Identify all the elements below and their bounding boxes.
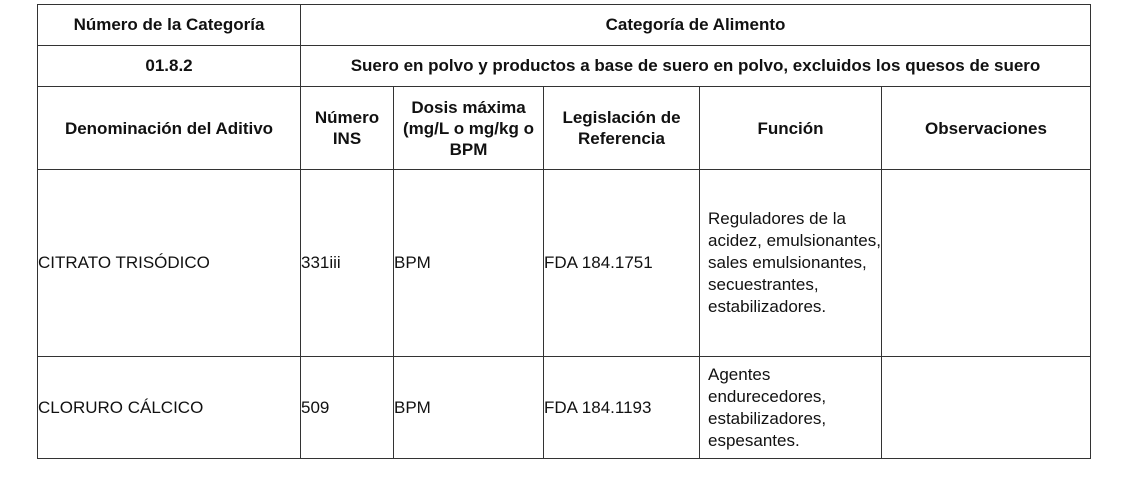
column-header-ins-number: Número INS (301, 87, 394, 170)
column-header-row (38, 87, 1091, 170)
column-header-additive-name: Denominación del Aditivo (38, 87, 301, 170)
food-category-header: Categoría de Alimento (301, 5, 1091, 46)
ins-number-cell: 331iii (301, 170, 394, 357)
table-row (38, 357, 1091, 459)
column-header-max-dose: Dosis máxima (mg/L o mg/kg o BPM (394, 87, 544, 170)
column-header-observations: Observaciones (882, 87, 1091, 170)
table-row (38, 170, 1091, 357)
max-dose-cell: BPM (394, 170, 544, 357)
max-dose-cell: BPM (394, 357, 544, 459)
additive-name-cell: CLORURO CÁLCICO (38, 357, 301, 459)
legislation-cell: FDA 184.1751 (544, 170, 700, 357)
column-header-legislation: Legislación de Referencia (544, 87, 700, 170)
observations-cell (882, 357, 1091, 459)
function-cell: Reguladores de la acidez, emulsionantes, sales emulsionantes, secuestrantes, estabilizadores. (700, 170, 882, 357)
category-name: Suero en polvo y productos a base de suero en polvo, excluidos los quesos de suero (301, 46, 1091, 87)
legislation-cell: FDA 184.1193 (544, 357, 700, 459)
category-row (38, 46, 1091, 87)
category-number: 01.8.2 (38, 46, 301, 87)
food-additives-table (37, 4, 1091, 459)
column-header-function: Función (700, 87, 882, 170)
table-header-row (38, 5, 1091, 46)
function-cell: Agentes endurecedores, estabilizadores, espesantes. (700, 357, 882, 459)
category-number-header: Número de la Categoría (38, 5, 301, 46)
observations-cell (882, 170, 1091, 357)
additive-name-cell: CITRATO TRISÓDICO (38, 170, 301, 357)
ins-number-cell: 509 (301, 357, 394, 459)
